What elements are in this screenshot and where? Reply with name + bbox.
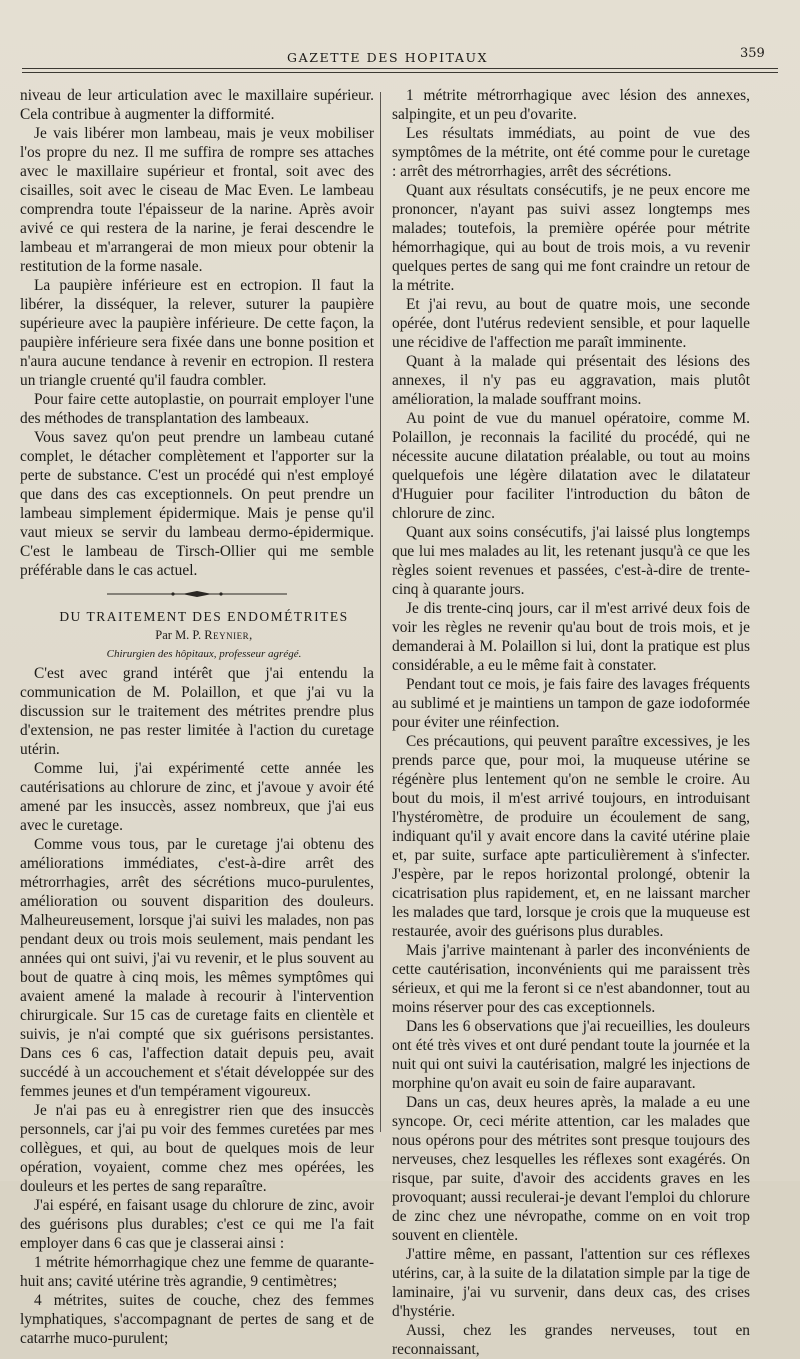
- paragraph: Quant aux résultats consécutifs, je ne peux encore me prononcer, n'ayant pas suivi assez longtemps mes malades; toutefois, la première opérée pour métrite hémorrhagique, qui au bout de trois mois, a vu revenir quelques pertes de sang qui me font craindre un retour de la métrite.: [392, 182, 750, 294]
- paragraph: Pour faire cette autoplastie, on pourrait employer l'une des méthodes de transplantation des lambeaux.: [20, 391, 374, 427]
- paragraph: Pendant tout ce mois, je fais faire des lavages fréquents au sublimé et je maintiens un tampon de gaze iodoformée pour éviter une réinfection.: [392, 676, 750, 731]
- paragraph: Quant aux soins consécutifs, j'ai laissé plus longtemps que lui mes malades au lit, les retenant jusqu'à ce que les règles soient revenues et passées, c'est-à-dire de trente-cinq à quarante jours.: [392, 524, 750, 598]
- paragraph: Je n'ai pas eu à enregistrer rien que des insuccès personnels, car j'ai pu voir des femmes curetées par mes collègues, et qui, au bout de quelques mois de leur opération, voyaient, comme chez mes opérées, les douleurs et les pertes de sang reparaître.: [20, 1102, 374, 1195]
- section-divider-ornament: [20, 587, 374, 601]
- list-item: 1 métrite hémorrhagique chez une femme de quarante-huit ans; cavité utérine très agrandie, 9 centimètres;: [20, 1254, 374, 1290]
- author-name: Reynier,: [204, 628, 253, 642]
- paragraph: niveau de leur articulation avec le maxillaire supérieur. Cela contribue à augmenter la difformité.: [20, 87, 374, 123]
- paragraph: Aussi, chez les grandes nerveuses, tout en reconnaissant,: [392, 1322, 750, 1358]
- list-item: 4 métrites, suites de couche, chez des femmes lymphatiques, s'accompagnant de pertes de sang et de catarrhe muco-purulent;: [20, 1292, 374, 1347]
- paragraph: C'est avec grand intérêt que j'ai entendu la communication de M. Polaillon, et que j'ai vu la discussion sur le traitement des métrites prendre plus d'extension, ne pas rester limitée à l'action du curetage utérin.: [20, 665, 374, 758]
- paragraph: J'ai espéré, en faisant usage du chlorure de zinc, avoir des guérisons plus durables; c'est ce qui me l'a fait employer dans 6 cas que je classerai ainsi :: [20, 1197, 374, 1252]
- left-column: [20, 86, 374, 1348]
- page-number: 359: [740, 46, 765, 61]
- ornament-rule-icon: [107, 589, 287, 599]
- paragraph: Comme lui, j'ai expérimenté cette année les cautérisations au chlorure de zinc, et j'avoue y avoir été amené par les insuccès, assez nombreux, que j'ai eus avec le curetage.: [20, 760, 374, 834]
- header-rule-double: [22, 72, 778, 73]
- paragraph: Les résultats immédiats, au point de vue des symptômes de la métrite, ont été comme pour le curetage : arrêt des métrorrhagies, arrêt des sécrétions.: [392, 125, 750, 180]
- author-affiliation: Chirurgien des hôpitaux, professeur agrégé.: [106, 648, 302, 660]
- paragraph: Ces précautions, qui peuvent paraître excessives, je les prends parce que, pour moi, la muqueuse utérine se régénère plus lentement qu'on ne semble le croire. Au bout du mois, il m'est arrivé toujours, en introduisant l'hystéromètre, de produire un écoulement de sang, indiquant qu'il y avait encore dans la cavité utérine plaie et, par suite, surface apte particulièrement à s'infecter. J'espère, par le repos horizontal prolongé, obtenir la cicatrisation plus rapidement, et, en ne laissant marcher les malades que tard, lorsque je crois que la muqueuse est restaurée, avoir des guérisons plus durables.: [392, 733, 750, 940]
- paragraph: Vous savez qu'on peut prendre un lambeau cutané complet, le détacher complètement et l'apporter sur la perte de substance. C'est un procédé qui n'est employé que dans des cas exceptionnels. On peut prendre un lambeau simplement épidermique. Mais je pense qu'il vaut mieux se servir du lambeau dermo-épidermique. C'est le lambeau de Tirsch-Ollier qui me semble préférable dans le cas actuel.: [20, 429, 374, 579]
- paragraph: Dans un cas, deux heures après, la malade a eu une syncope. Or, ceci mérite attention, car les malades que nous opérons pour des métrites sont presque toujours des nerveuses, chez lesquelles les réflexes sont exagérés. On risque, par suite, d'avoir des accidents graves en les provoquant; aussi reculerai-je devant l'emploi du chlorure de zinc chez une névropathe, comme on en voit trop souvent en clientèle.: [392, 1094, 750, 1244]
- article-title: DU TRAITEMENT DES ENDOMÉTRITES: [59, 609, 349, 624]
- list-item: 1 métrite métrorrhagique avec lésion des annexes, salpingite, et un peu d'ovarite.: [392, 87, 750, 123]
- paragraph: J'attire même, en passant, l'attention sur ces réflexes utérins, car, à la suite de la dilatation simple par la tige de laminaire, j'ai vu survenir, dans deux cas, des crises d'hystérie.: [392, 1246, 750, 1320]
- right-column: [392, 86, 750, 1359]
- paragraph: Je dis trente-cinq jours, car il m'est arrivé deux fois de voir les règles ne revenir qu'au bout de trois mois, et je demanderai à M. Polaillon si lui, dont la pratique est plus considérable, a eu le même fait à constater.: [392, 600, 750, 674]
- paragraph: La paupière inférieure est en ectropion. Il faut la libérer, la disséquer, la relever, suturer la paupière supérieure avec la paupière inférieure. De cette façon, la paupière inférieure sera fixée dans une bonne position et n'aura aucune tendance à revenir en ectropion. Il restera un triangle cruenté qu'il faudra combler.: [20, 277, 374, 389]
- column-divider: [380, 92, 381, 1132]
- author-prefix: Par M. P.: [155, 628, 202, 642]
- header-rule: [22, 68, 778, 69]
- paragraph: Et j'ai revu, au bout de quatre mois, une seconde opérée, dont l'utérus redevient sensible, et pour laquelle une récidive de l'affection me paraît imminente.: [392, 296, 750, 351]
- paragraph: Quant à la malade qui présentait des lésions des annexes, il n'y pas eu aggravation, mais plutôt amélioration, la malade souffrant moins.: [392, 353, 750, 408]
- paragraph: Au point de vue du manuel opératoire, comme M. Polaillon, je reconnais la facilité du procédé, qui ne nécessite aucune dilatation préalable, ou tout au moins quelquefois une légère dilatation avec le dilatateur d'Huguier pour faciliter l'introduction du bâton de chlorure de zinc.: [392, 410, 750, 522]
- paragraph: Comme vous tous, par le curetage j'ai obtenu des améliorations immédiates, c'est-à-dire arrêt des métrorrhagies, arrêt des sécrétions muco-purulentes, amélioration ou souvent disparition des douleurs. Malheureusement, lorsque j'ai suivi les malades, non pas pendant deux ou trois mois seulement, mais pendant les années qui ont suivi, j'ai vu revenir, et le plus souvent au bout de quatre à cinq mois, les mêmes symptômes qui avaient amené la malade à recourir à l'intervention chirurgicale. Sur 15 cas de curetage faits en clientèle et suivis, je n'ai compté que six guérisons persistantes. Dans ces 6 cas, l'affection datait depuis peu, avait succédé à un accouchement et s'était développée sur des femmes jeunes et d'un tempérament vigoureux.: [20, 836, 374, 1100]
- running-title: GAZETTE DES HOPITAUX: [287, 50, 489, 65]
- paragraph: Je vais libérer mon lambeau, mais je veux mobiliser l'os propre du nez. Il me suffira de rompre ses attaches avec le maxillaire supérieur et frontal, soit avec des cisailles, soit avec le ciseau de Mac Even. Le lambeau comprendra toute l'épaisseur de la narine. Après avoir avivé ce qui restera de la narine, je ferai descendre le lambeau et m'arrangerai de mon mieux pour obtenir la restitution de la forme nasale.: [20, 125, 374, 275]
- article-author: [20, 626, 374, 645]
- paragraph: Dans les 6 observations que j'ai recueillies, les douleurs ont été très vives et ont duré pendant toute la journée et la nuit qui ont suivi la cautérisation, malgré les injections de morphine qu'on avait eu soin de faire auparavant.: [392, 1018, 750, 1092]
- paragraph: Mais j'arrive maintenant à parler des inconvénients de cette cautérisation, inconvénients qui me paraissent très sérieux, et qui me la feront si ce n'est abandonner, tout au moins réserver pour des cas exceptionnels.: [392, 942, 750, 1016]
